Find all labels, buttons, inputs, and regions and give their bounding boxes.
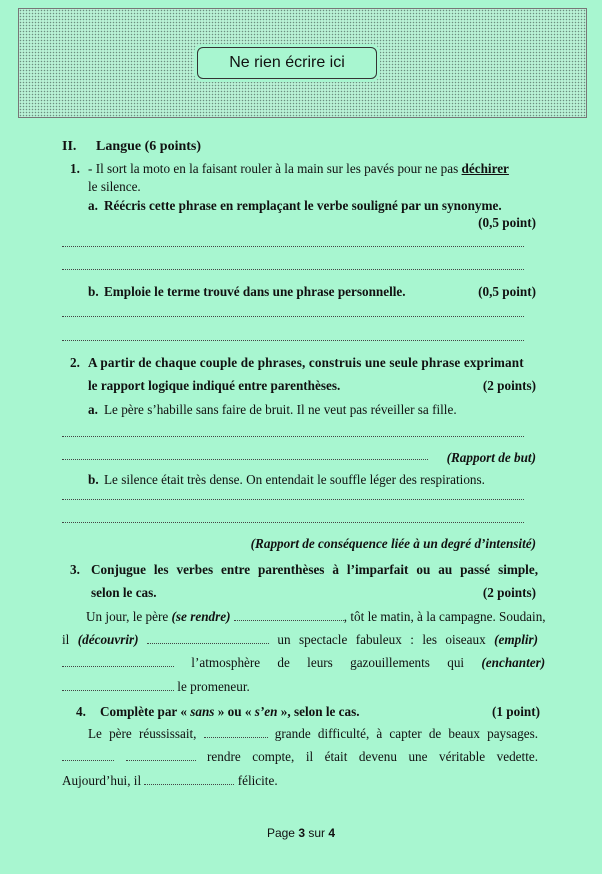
current-page: 3 xyxy=(298,826,305,840)
q1-text-end: le silence. xyxy=(88,179,141,194)
text: sur xyxy=(308,826,326,840)
do-not-write-notice: Ne rien écrire ici xyxy=(197,47,377,79)
q1-number: 1. xyxy=(70,161,80,176)
q2-instruction: A partir de chaque couple de phrases, construis une seule phrase exprimant xyxy=(88,355,524,370)
verb-hint: (se rendre) xyxy=(171,609,231,624)
q2-points: (2 points) xyxy=(482,378,536,393)
q2a-text: Le père s’habille sans faire de bruit. Il ne veut pas réveiller sa fille. xyxy=(104,402,457,417)
text: l’atmosphère de leurs gazouillements qui xyxy=(191,655,465,670)
q4-points: (1 point) xyxy=(492,704,540,719)
q2-instruction-2: le rapport logique indiqué entre parenthèses. xyxy=(88,378,341,393)
answer-line[interactable] xyxy=(62,522,524,523)
blank[interactable] xyxy=(147,643,269,644)
q1-text xyxy=(88,161,509,177)
text: le promeneur. xyxy=(177,679,250,694)
text: , tôt le matin, à la campagne. Soudain, xyxy=(343,609,546,624)
q3-number: 3. xyxy=(70,562,80,577)
text: Aujourd’hui, il xyxy=(62,773,142,788)
text: » ou « xyxy=(217,704,252,719)
q1-sentence: - Il sort la moto en la faisant rouler à la main sur les pavés pour ne pas xyxy=(88,161,459,176)
text: Complète par « xyxy=(100,704,187,719)
answer-line[interactable] xyxy=(62,459,428,460)
q2b-label: b. xyxy=(88,472,99,487)
total-pages: 4 xyxy=(328,826,336,840)
q2a-rapport: (Rapport de but) xyxy=(446,450,536,465)
q1b-instruction: Emploie le terme trouvé dans une phrase personnelle. xyxy=(104,284,406,299)
answer-line[interactable] xyxy=(62,316,524,317)
q4-text-line xyxy=(62,773,278,789)
q3-text-line xyxy=(86,609,546,625)
section-title: Langue (6 points) xyxy=(96,139,202,154)
blank[interactable] xyxy=(204,737,268,738)
text: Un jour, le père xyxy=(86,609,169,624)
underlined-verb: déchirer xyxy=(461,161,509,176)
q4-text-line xyxy=(62,749,538,765)
blank[interactable] xyxy=(62,760,114,761)
q1b-points: (0,5 point) xyxy=(478,284,536,299)
text: rendre compte, il était devenu une véritable vedette. xyxy=(207,749,539,764)
q3-text-line xyxy=(62,655,546,671)
q1a-points: (0,5 point) xyxy=(478,215,536,230)
q4-number: 4. xyxy=(76,704,86,719)
q3-text-line xyxy=(62,632,538,648)
option-word: s’en xyxy=(254,704,278,719)
answer-line[interactable] xyxy=(62,436,524,437)
q3-instruction-2: selon le cas. xyxy=(91,585,157,600)
option-word: sans xyxy=(190,704,215,719)
q4-instruction xyxy=(100,704,360,720)
answer-line[interactable] xyxy=(62,246,524,247)
verb-hint: (emplir) xyxy=(494,632,539,647)
q1b-label: b. xyxy=(88,284,99,299)
q3-points: (2 points) xyxy=(482,585,536,600)
q2b-rapport: (Rapport de conséquence liée à un degré d’intensité) xyxy=(250,536,536,551)
text: félicite. xyxy=(237,773,278,788)
answer-line[interactable] xyxy=(62,499,524,500)
blank[interactable] xyxy=(234,620,344,621)
q2-number: 2. xyxy=(70,355,80,370)
blank[interactable] xyxy=(126,760,196,761)
answer-line[interactable] xyxy=(62,340,524,341)
verb-hint: (découvrir) xyxy=(77,632,139,647)
q2a-label: a. xyxy=(88,402,98,417)
blank[interactable] xyxy=(144,784,234,785)
answer-line[interactable] xyxy=(62,269,524,270)
q1a-instruction: Réécris cette phrase en remplaçant le verbe souligné par un synonyme. xyxy=(104,198,502,213)
verb-hint: (enchanter) xyxy=(481,655,546,670)
text: », selon le cas. xyxy=(280,704,360,719)
q3-text-line xyxy=(62,679,250,695)
section-number: II. xyxy=(62,139,77,154)
q2b-text: Le silence était très dense. On entendait le souffle léger des respirations. xyxy=(104,472,485,487)
page-number xyxy=(0,826,602,840)
q4-text-line xyxy=(88,726,538,742)
text: il xyxy=(62,632,70,647)
q1a-label: a. xyxy=(88,198,98,213)
text: Page xyxy=(266,826,295,840)
text: Le père réussissait, xyxy=(88,726,197,741)
text: un spectacle fabuleux : les oiseaux xyxy=(277,632,486,647)
blank[interactable] xyxy=(62,666,174,667)
q3-instruction: Conjugue les verbes entre parenthèses à l’imparfait ou au passé simple, xyxy=(91,562,538,577)
blank[interactable] xyxy=(62,690,174,691)
text: grande difficulté, à capter de beaux paysages. xyxy=(274,726,538,741)
